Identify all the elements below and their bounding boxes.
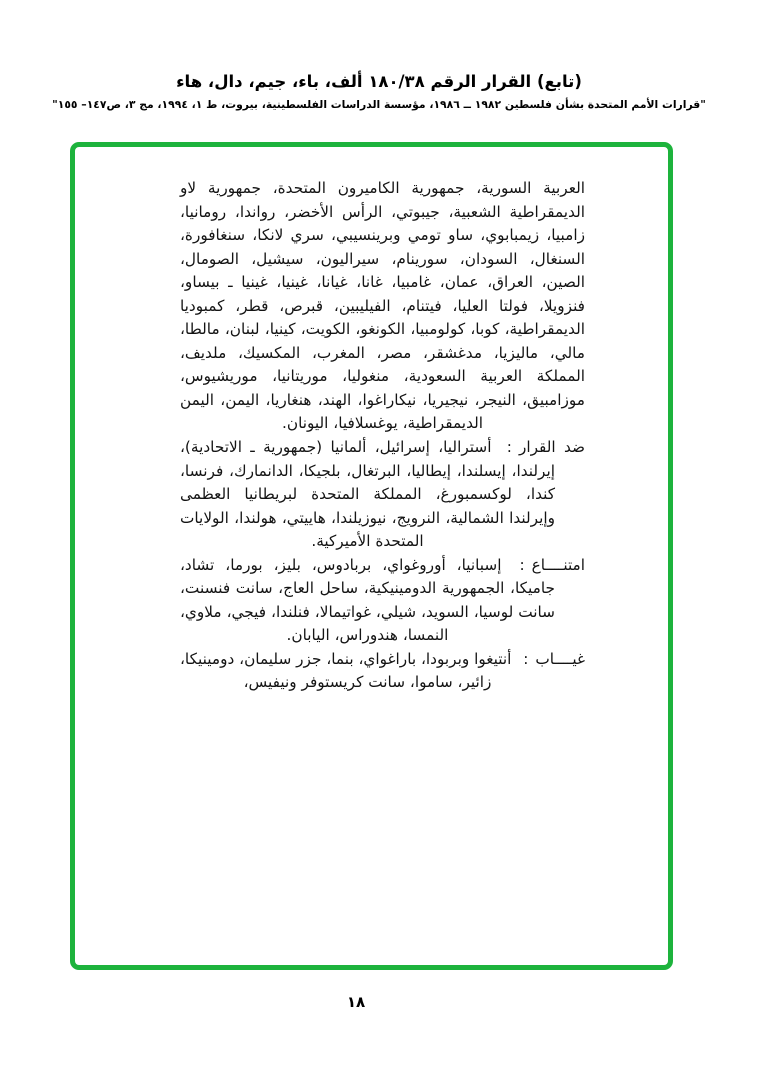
citation-line: "قرارات الأمم المتحدة بشأن فلسطين ١٩٨٢ ــ ١٩٨٦، مؤسسة الدراسات الفلسطينية، بيروت، ط ١، ١٩٩٤، مج ٣، ص١٤٧– ١٥٥" [52,98,706,111]
against-section [180,436,585,554]
absent-section [180,648,585,695]
against-label: ضد القرار [518,438,586,457]
abstain-section [180,554,585,648]
page-number: ١٨ [346,993,366,1011]
in-favour-continuation-list: العربية السورية، جمهورية الكاميرون المتحدة، جمهورية لاو الديمقراطية الشعبية، جيبوتي، الرأس الأخضر، رواندا، رومانيا، زامبيا، زيمبابوي، ساو تومي وبرينسيبي، سري لانكا، سنغافورة، السنغال، السودان، سورينام، سيراليون، سيشيل، الصومال، الصين، العراق، عمان، غامبيا، غانا، غيانا، غينيا، غينيا ـ بيساو، فنزويلا، فولتا العليا، فيتنام، الفيليبين، قبرص، قطر، كمبوديا الديمقراطية، كوبا، كولومبيا، الكونغو، الكويت، كينيا، لبنان، مالطا، مالي، ماليزيا، مدغشقر، مصر، المغرب، المكسيك، ملديف، المملكة العربية السعودية، منغوليا، موريتانيا، موريشيوس، موزامبيق، النيجر، نيجيريا، نيكاراغوا، الهند، هنغاريا، اليمن، اليمن الديمقراطية، يوغسلافيا، اليونان. [180,179,585,433]
page-title: (تابع) القرار الرقم ١٨٠/٣٨ ألف، باء، جيم، دال، هاء [176,72,582,91]
document-header [0,72,758,111]
content-border-box [70,142,673,970]
voting-record-text [180,177,585,695]
absent-countries: أنتيغوا وبربودا، باراغواي، بنما، جزر سليمان، دومينيكا، زائير، ساموا، سانت كريستوفر ونيفيس، [179,649,512,692]
absent-colon: : [523,649,529,668]
abstain-label: امتنــــاع [531,555,585,574]
abstain-colon: : [519,555,525,574]
absent-label: غيــــاب [535,649,585,668]
abstain-countries: إسبانيا، أوروغواي، بربادوس، بليز، بورما، تشاد، جاميكا، الجمهورية الدومينيكية، ساحل العاج، سانت فنسنت، سانت لوسيا، السويد، شيلي، غواتيمالا، فنلندا، فيجي، ملاوي، النمسا، هندوراس، اليابان. [180,555,555,645]
against-colon: : [506,438,512,457]
against-countries: أستراليا، إسرائيل، ألمانيا (جمهورية ـ الاتحادية)، إيرلندا، إيسلندا، إيطاليا، البرتغال، بلجيكا، الدانمارك، فرنسا، كندا، لوكسمبورغ، المملكة المتحدة لبريطانيا العظمى وإيرلندا الشمالية، النرويج، نيوزيلندا، هاييتي، هولندا، الولايات المتحدة الأميركية. [180,438,555,551]
